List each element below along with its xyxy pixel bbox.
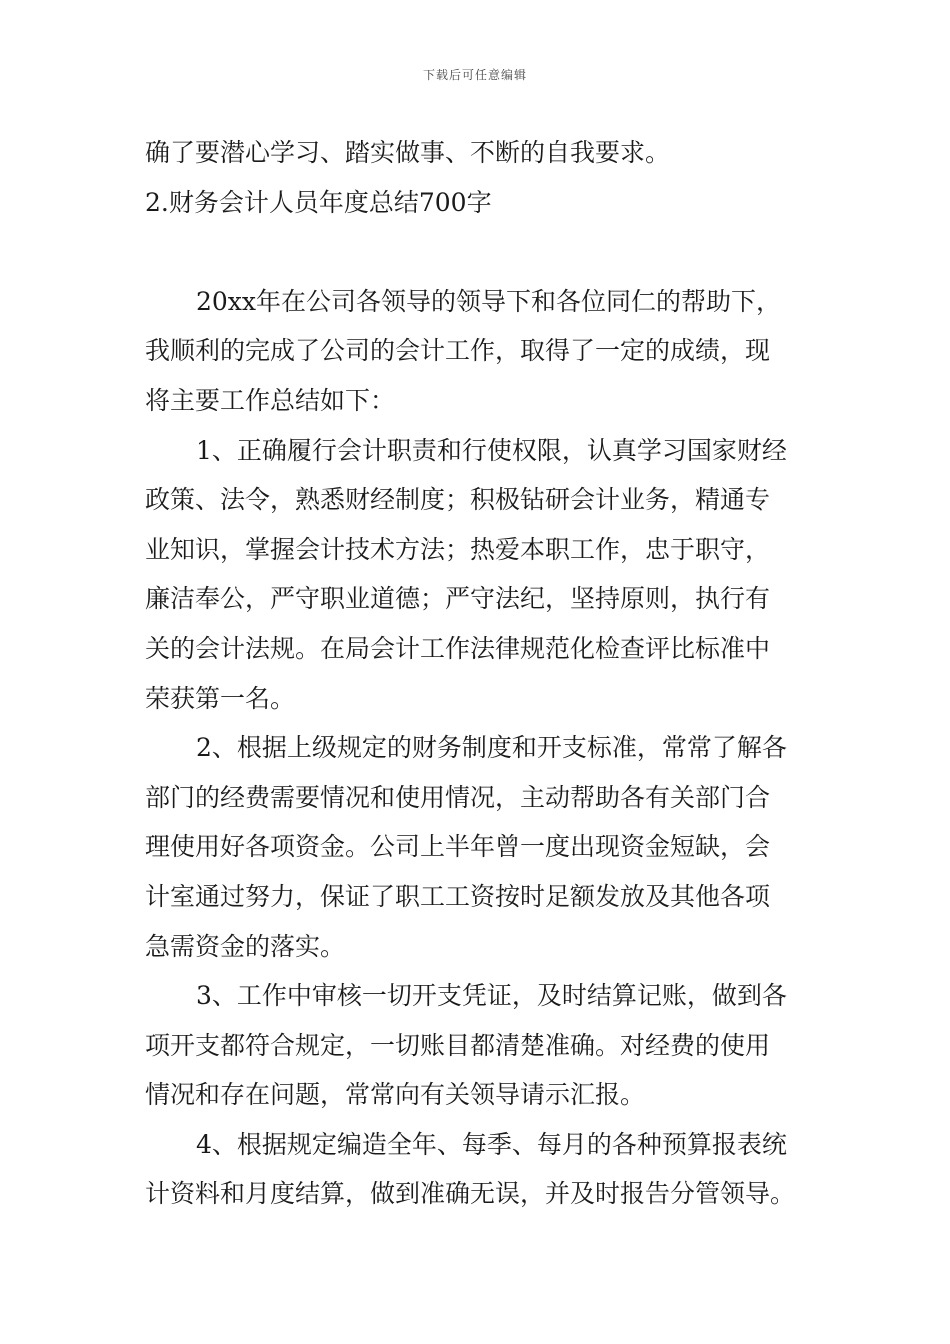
paragraph-1-line: 业知识，掌握会计技术方法；热爱本职工作，忠于职守， <box>145 534 771 564</box>
paragraph-4-line: 计资料和月度结算，做到准确无误，并及时报告分管领导。 <box>145 1179 796 1209</box>
paragraph-1-line: 荣获第一名。 <box>145 683 296 713</box>
paragraph-1-line: 政策、法令，熟悉财经制度；积极钻研会计业务，精通专 <box>145 485 771 515</box>
paragraph-3-line: 3、工作中审核一切开支凭证，及时结算记账，做到各 <box>196 981 787 1011</box>
paragraph-2-line: 部门的经费需要情况和使用情况，主动帮助各有关部门合 <box>145 782 771 812</box>
paragraph-intro-line: 将主要工作总结如下： <box>145 385 396 415</box>
paragraph-intro-line: 我顺利的完成了公司的会计工作，取得了一定的成绩，现 <box>145 336 771 366</box>
paragraph-2-line: 理使用好各项资金。公司上半年曾一度出现资金短缺，会 <box>145 832 771 862</box>
paragraph-4-line: 4、根据规定编造全年、每季、每月的各种预算报表统 <box>196 1129 787 1159</box>
paragraph-1-line: 廉洁奉公，严守职业道德；严守法纪，坚持原则，执行有 <box>145 584 771 614</box>
paragraph-1-line: 1、正确履行会计职责和行使权限，认真学习国家财经 <box>196 435 787 465</box>
document-body <box>145 128 810 1219</box>
paragraph-2-line: 2、根据上级规定的财务制度和开支标准，常常了解各 <box>196 733 787 763</box>
paragraph-2-line: 急需资金的落实。 <box>145 931 346 961</box>
paragraph-3-line: 项开支都符合规定，一切账目都清楚准确。对经费的使用 <box>145 1030 771 1060</box>
page-header: 下载后可任意编辑 <box>422 68 527 82</box>
paragraph-intro-line: 20xx年在公司各领导的领导下和各位同仁的帮助下， <box>196 286 782 316</box>
section-heading: 2.财务会计人员年度总结700字 <box>145 187 492 217</box>
text-line: 确了要潜心学习、踏实做事、不断的自我要求。 <box>145 138 671 167</box>
paragraph-3-line: 情况和存在问题，常常向有关领导请示汇报。 <box>145 1080 646 1110</box>
paragraph-1-line: 关的会计法规。在局会计工作法律规范化检查评比标准中 <box>145 633 771 663</box>
blank-line <box>145 227 810 277</box>
paragraph-2-line: 计室通过努力，保证了职工工资按时足额发放及其他各项 <box>145 881 771 911</box>
